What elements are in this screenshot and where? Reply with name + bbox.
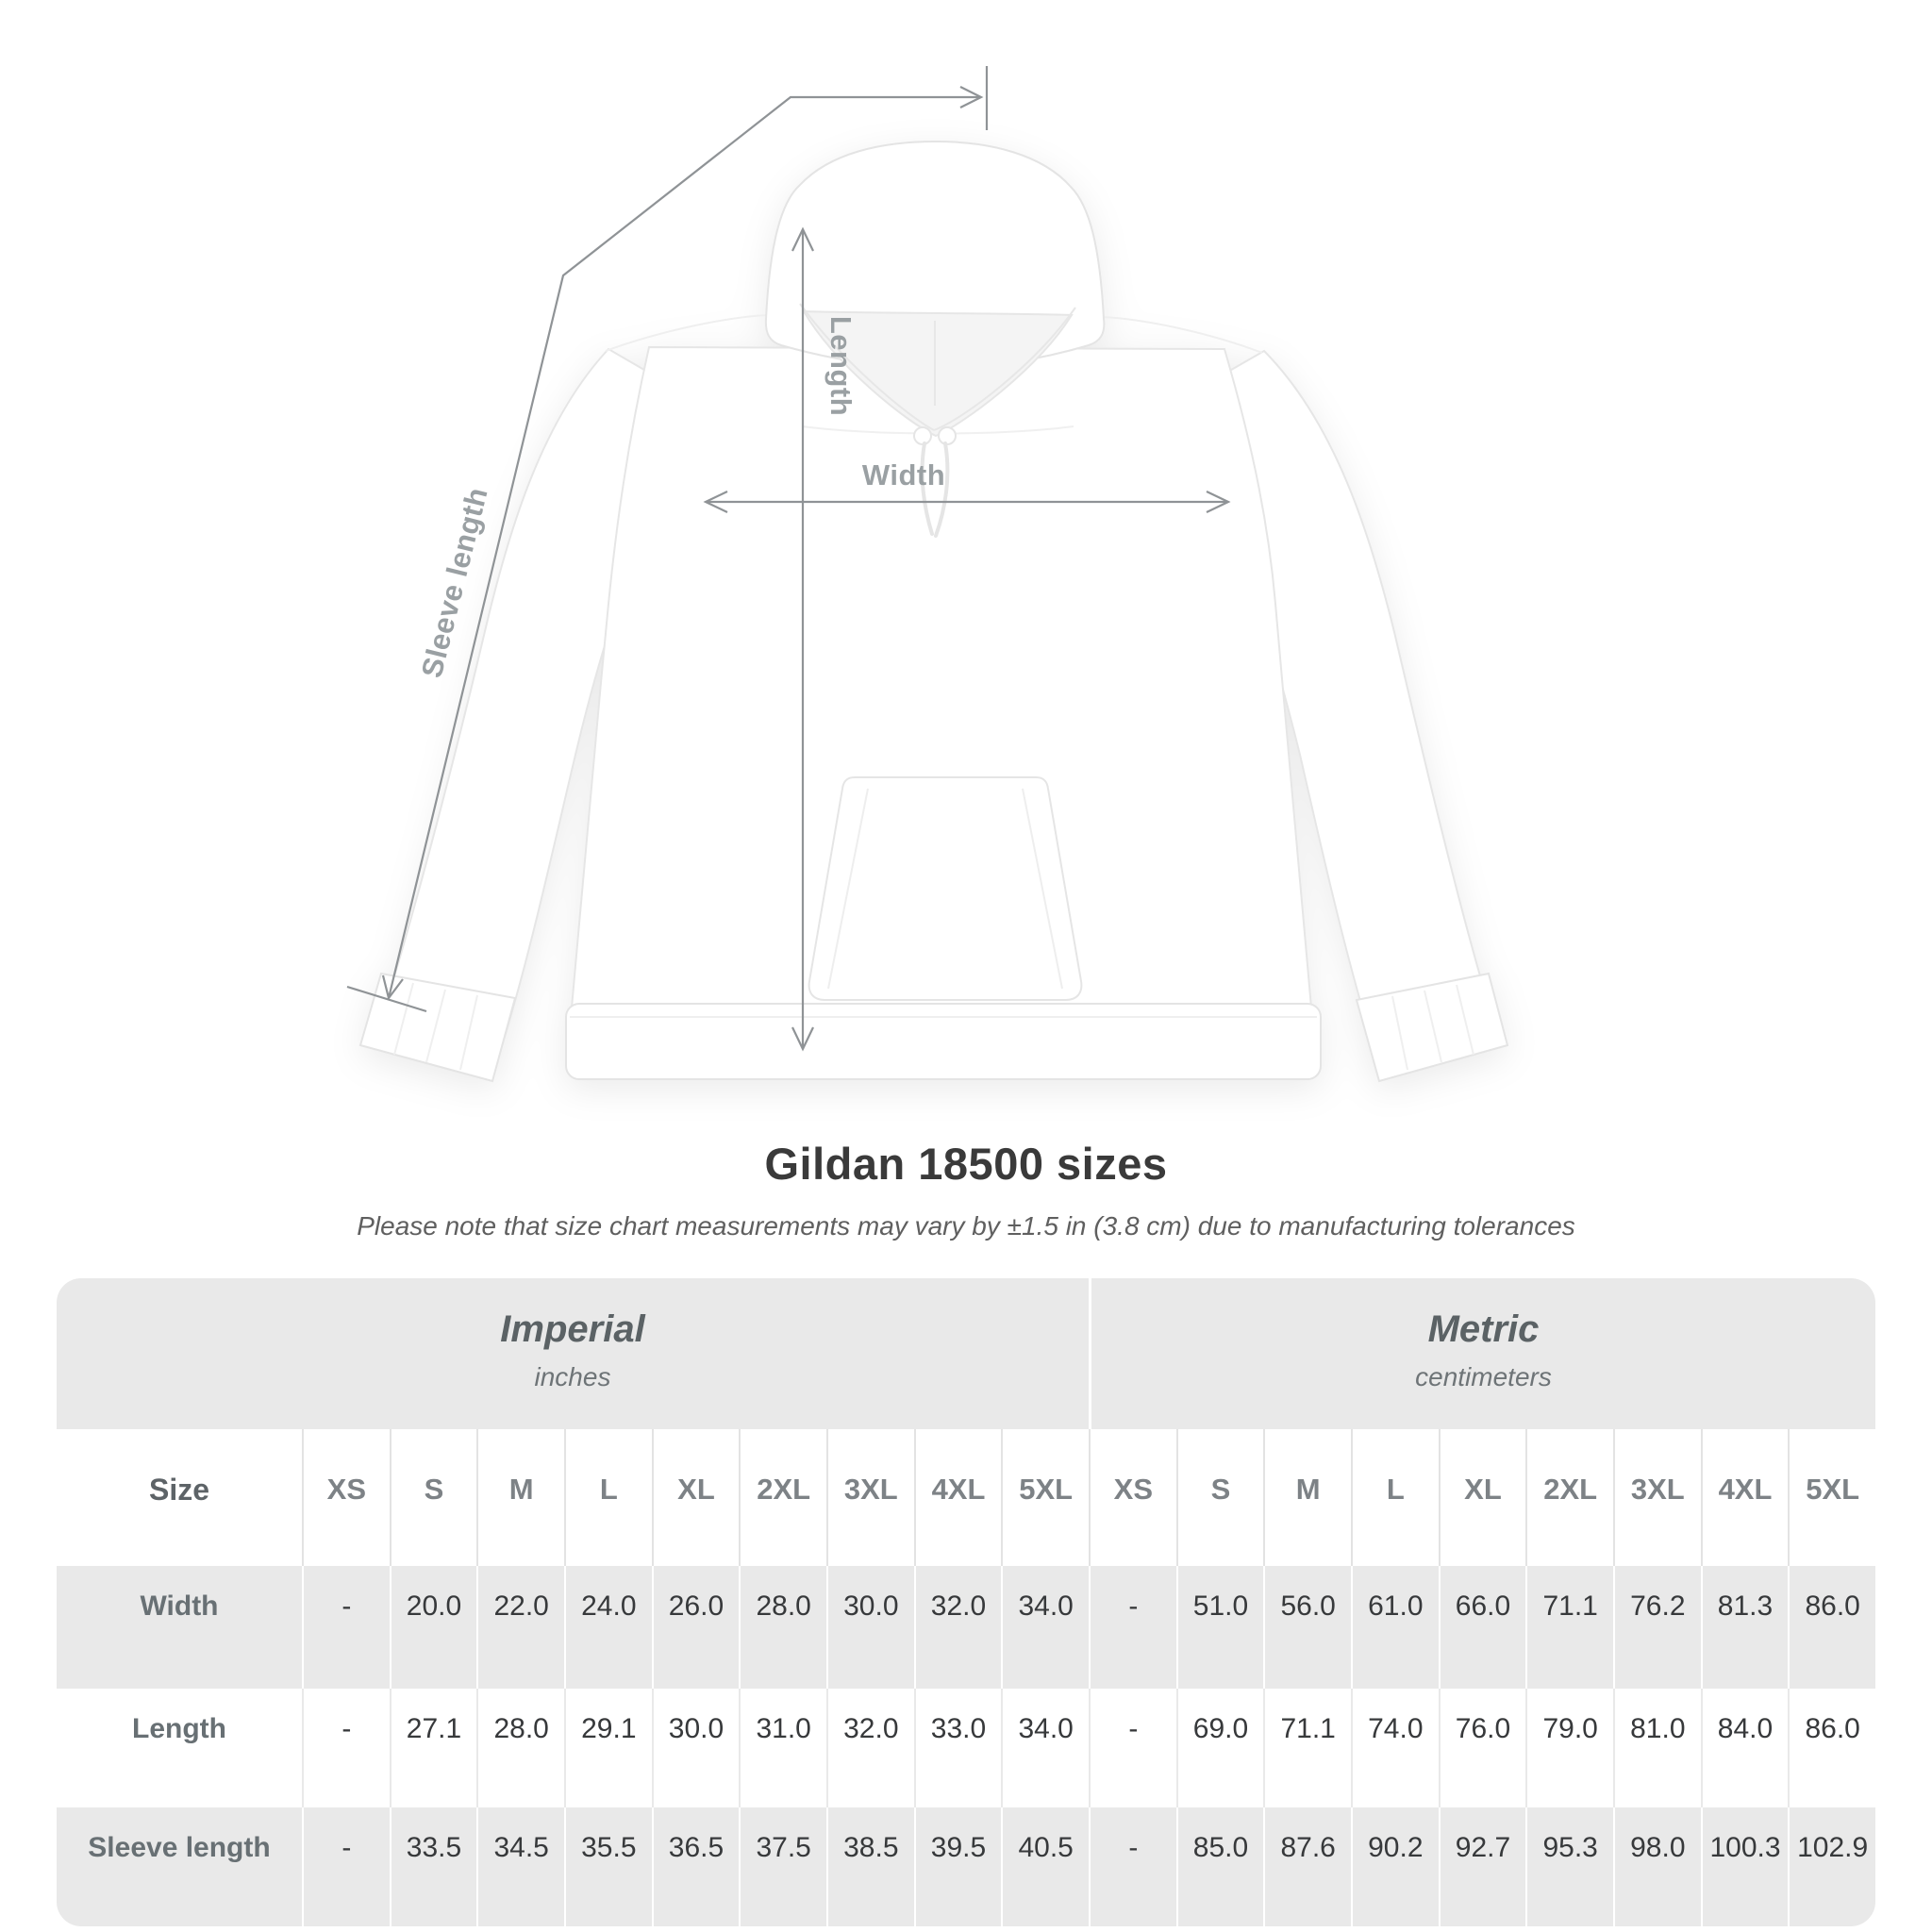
sleeve-metric-4xl: 100.3 xyxy=(1701,1807,1789,1926)
length-metric-3xl: 81.0 xyxy=(1613,1689,1701,1807)
col-header-imperial-5xl: 5XL xyxy=(1001,1429,1089,1566)
imperial-group-unit: inches xyxy=(534,1362,611,1391)
length-imperial-5xl: 34.0 xyxy=(1001,1689,1089,1807)
drawstring-knot-right xyxy=(939,427,956,444)
length-label: Length xyxy=(824,315,858,417)
sleeve-metric-s: 85.0 xyxy=(1176,1807,1264,1926)
col-header-imperial-xs: XS xyxy=(302,1429,390,1566)
col-header-imperial-xl: XL xyxy=(652,1429,740,1566)
width-imperial-5xl: 34.0 xyxy=(1001,1566,1089,1689)
col-header-metric-2xl: 2XL xyxy=(1525,1429,1613,1566)
col-header-imperial-l: L xyxy=(564,1429,652,1566)
length-imperial-s: 27.1 xyxy=(390,1689,477,1807)
width-imperial-xl: 26.0 xyxy=(652,1566,740,1689)
metric-group-title: Metric xyxy=(1427,1308,1540,1350)
page-title: Gildan 18500 sizes xyxy=(764,1139,1168,1189)
metric-group-header xyxy=(1089,1278,1875,1429)
length-metric-m: 71.1 xyxy=(1263,1689,1351,1807)
width-imperial-3xl: 30.0 xyxy=(826,1566,914,1689)
width-metric-2xl: 71.1 xyxy=(1525,1566,1613,1689)
width-metric-5xl: 86.0 xyxy=(1788,1566,1875,1689)
col-header-imperial-3xl: 3XL xyxy=(826,1429,914,1566)
sleeve-metric-5xl: 102.9 xyxy=(1788,1807,1875,1926)
length-imperial-l: 29.1 xyxy=(564,1689,652,1807)
col-header-metric-m: M xyxy=(1263,1429,1351,1566)
width-metric-xs: - xyxy=(1089,1566,1176,1689)
sleeve-metric-m: 87.6 xyxy=(1263,1807,1351,1926)
col-header-metric-xl: XL xyxy=(1439,1429,1526,1566)
col-header-metric-5xl: 5XL xyxy=(1788,1429,1875,1566)
col-header-metric-s: S xyxy=(1176,1429,1264,1566)
imperial-group-header xyxy=(57,1278,1089,1429)
row-label-length: Length xyxy=(57,1689,302,1807)
width-imperial-xs: - xyxy=(302,1566,390,1689)
width-metric-l: 61.0 xyxy=(1351,1566,1439,1689)
width-metric-m: 56.0 xyxy=(1263,1566,1351,1689)
width-imperial-4xl: 32.0 xyxy=(914,1566,1002,1689)
sleeve-imperial-s: 33.5 xyxy=(390,1807,477,1926)
width-metric-4xl: 81.3 xyxy=(1701,1566,1789,1689)
hoodie-pocket xyxy=(809,777,1082,1000)
width-metric-s: 51.0 xyxy=(1176,1566,1264,1689)
imperial-group-title: Imperial xyxy=(500,1308,645,1350)
size-table xyxy=(57,1278,1875,1926)
length-imperial-4xl: 33.0 xyxy=(914,1689,1002,1807)
length-metric-5xl: 86.0 xyxy=(1788,1689,1875,1807)
width-metric-xl: 66.0 xyxy=(1439,1566,1526,1689)
length-imperial-xs: - xyxy=(302,1689,390,1807)
col-header-metric-l: L xyxy=(1351,1429,1439,1566)
hoodie-illustration xyxy=(360,142,1507,1081)
length-imperial-2xl: 31.0 xyxy=(739,1689,826,1807)
width-imperial-m: 22.0 xyxy=(476,1566,564,1689)
size-header: Size xyxy=(57,1429,302,1566)
col-header-metric-4xl: 4XL xyxy=(1701,1429,1789,1566)
length-imperial-m: 28.0 xyxy=(476,1689,564,1807)
sleeve-metric-3xl: 98.0 xyxy=(1613,1807,1701,1926)
sleeve-imperial-3xl: 38.5 xyxy=(826,1807,914,1926)
row-label-width: Width xyxy=(57,1566,302,1689)
hoodie-hem-band xyxy=(566,1004,1321,1079)
sleeve-imperial-2xl: 37.5 xyxy=(739,1807,826,1926)
col-header-imperial-2xl: 2XL xyxy=(739,1429,826,1566)
length-metric-s: 69.0 xyxy=(1176,1689,1264,1807)
sleeve-imperial-5xl: 40.5 xyxy=(1001,1807,1089,1926)
drawstring-knot-left xyxy=(914,427,931,444)
width-metric-3xl: 76.2 xyxy=(1613,1566,1701,1689)
sleeve-metric-2xl: 95.3 xyxy=(1525,1807,1613,1926)
length-metric-l: 74.0 xyxy=(1351,1689,1439,1807)
width-imperial-s: 20.0 xyxy=(390,1566,477,1689)
col-header-metric-xs: XS xyxy=(1089,1429,1176,1566)
col-header-imperial-s: S xyxy=(390,1429,477,1566)
width-imperial-2xl: 28.0 xyxy=(739,1566,826,1689)
length-metric-2xl: 79.0 xyxy=(1525,1689,1613,1807)
length-metric-4xl: 84.0 xyxy=(1701,1689,1789,1807)
sleeve-imperial-4xl: 39.5 xyxy=(914,1807,1002,1926)
sleeve-metric-xl: 92.7 xyxy=(1439,1807,1526,1926)
length-imperial-xl: 30.0 xyxy=(652,1689,740,1807)
sleeve-imperial-l: 35.5 xyxy=(564,1807,652,1926)
width-imperial-l: 24.0 xyxy=(564,1566,652,1689)
metric-group-unit: centimeters xyxy=(1415,1362,1552,1391)
col-header-imperial-4xl: 4XL xyxy=(914,1429,1002,1566)
length-metric-xs: - xyxy=(1089,1689,1176,1807)
length-metric-xl: 76.0 xyxy=(1439,1689,1526,1807)
sleeve-imperial-xs: - xyxy=(302,1807,390,1926)
length-imperial-3xl: 32.0 xyxy=(826,1689,914,1807)
tolerance-note: Please note that size chart measurements may vary by ±1.5 in (3.8 cm) due to manufacturing tolerances xyxy=(357,1211,1575,1241)
col-header-imperial-m: M xyxy=(476,1429,564,1566)
sleeve-metric-xs: - xyxy=(1089,1807,1176,1926)
row-label-sleeve-length: Sleeve length xyxy=(57,1807,302,1926)
sleeve-length-label: Sleeve length xyxy=(414,484,494,681)
sleeve-metric-l: 90.2 xyxy=(1351,1807,1439,1926)
sleeve-imperial-xl: 36.5 xyxy=(652,1807,740,1926)
sleeve-imperial-m: 34.5 xyxy=(476,1807,564,1926)
col-header-metric-3xl: 3XL xyxy=(1613,1429,1701,1566)
width-label: Width xyxy=(861,458,946,491)
